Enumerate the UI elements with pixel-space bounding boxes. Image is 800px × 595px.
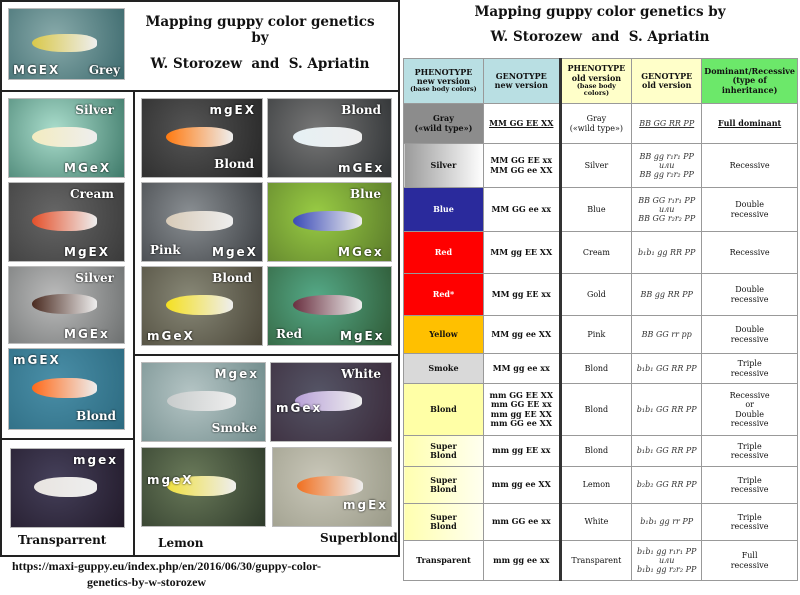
divider: [0, 0, 2, 557]
pheno-cell: Transparent: [404, 541, 484, 581]
inherit-cell: Triple recessive: [702, 504, 798, 541]
geno-cell: mm gg ee XX: [483, 467, 560, 504]
header-title: GENOTYPE: [641, 70, 693, 81]
genotype-label: MgEX: [64, 245, 110, 259]
old-geno-cell: b₁b₁ gg rr PP: [632, 504, 702, 541]
header-title: Dominant/Recessive: [704, 66, 795, 77]
guppy-photo-transparent: [10, 448, 125, 528]
table-row: [404, 188, 798, 232]
phenotype-label: Smoke: [211, 421, 257, 435]
pheno-cell: Blond: [404, 384, 484, 436]
old-geno-cell: b₁b₁ GG RR PP: [632, 436, 702, 467]
guppy-photo-cream: [8, 182, 125, 262]
phenotype-label: Blue: [349, 187, 381, 201]
header-sub: old version: [642, 80, 692, 90]
table-row: [404, 467, 798, 504]
genotype-label: mGex: [276, 401, 323, 415]
source-line1: https://maxi-guppy.eu/index.php/en/2016/06/30/guppy-color-: [12, 559, 321, 573]
left-title: [135, 14, 385, 72]
caption-lemon: Lemon: [158, 536, 204, 550]
fish-image: [32, 294, 96, 314]
old-geno-cell: b₁b₁ GG RR PP: [632, 384, 702, 436]
old-geno-cell: BB gg RR PP: [632, 274, 702, 316]
inherit-cell: Triple recessive: [702, 467, 798, 504]
geno-cell: mm GG EE XX mm GG EE xx mm gg EE XX mm GG ee XX: [483, 384, 560, 436]
fish-image: [166, 211, 233, 231]
old-geno-cell: BB GG r₁r₁ PP или BB GG r₂r₂ PP: [632, 188, 702, 232]
phenotype-label: White: [341, 367, 381, 381]
pheno-cell: Silver: [404, 144, 484, 188]
fish-image: [32, 378, 96, 399]
phenotype-label: Silver: [75, 271, 114, 285]
divider: [398, 0, 400, 557]
divider: [0, 438, 135, 440]
old-pheno-cell: Lemon: [560, 467, 632, 504]
guppy-photo-silver2: [8, 266, 125, 344]
header-title: PHENOTYPE: [414, 67, 473, 78]
title-line2: W. Storozew and S. Apriatin: [150, 56, 370, 72]
geno-cell: MM gg ee XX: [483, 316, 560, 354]
phenotype-label: Silver: [75, 103, 114, 117]
old-geno-cell: BB GG RR PP: [632, 104, 702, 144]
divider: [0, 90, 400, 92]
table-header-row: [404, 59, 798, 104]
inherit-cell: Double recessive: [702, 188, 798, 232]
fish-image: [32, 34, 96, 52]
pheno-cell: Gray («wild type»): [404, 104, 484, 144]
inherit-cell: Recessive or Double recessive: [702, 384, 798, 436]
old-pheno-cell: Cream: [560, 232, 632, 274]
inherit-cell: Full recessive: [702, 541, 798, 581]
fish-image: [32, 211, 96, 231]
header-title: GENOTYPE: [495, 70, 547, 81]
pheno-cell: Smoke: [404, 354, 484, 384]
phenotype-label: Blond: [341, 103, 381, 117]
inherit-cell: Triple recessive: [702, 436, 798, 467]
genotype-label: mgex: [73, 453, 118, 467]
old-pheno-cell: White: [560, 504, 632, 541]
table-row: [404, 274, 798, 316]
guppy-photo-pink: [141, 182, 263, 262]
pheno-cell: Super Blond: [404, 436, 484, 467]
old-geno-cell: BB GG rr pp: [632, 316, 702, 354]
old-pheno-cell: Blue: [560, 188, 632, 232]
column-header: [404, 59, 484, 104]
genetics-table: [403, 58, 798, 581]
geno-cell: mm GG ee xx: [483, 504, 560, 541]
inherit-cell: Double recessive: [702, 274, 798, 316]
fish-image: [297, 476, 363, 496]
genotype-label: mGEx: [338, 161, 385, 175]
inherit-cell: Full dominant: [702, 104, 798, 144]
guppy-photo-lemon: [141, 447, 266, 527]
header-sub: (type of inheritance): [721, 75, 778, 95]
pheno-cell: Red*: [404, 274, 484, 316]
guppy-photo-grey: [8, 8, 125, 80]
old-geno-cell: BB gg r₁r₁ PP или BB gg r₂r₂ PP: [632, 144, 702, 188]
table-row: [404, 436, 798, 467]
divider: [133, 354, 400, 356]
divider: [0, 0, 400, 2]
phenotype-label: Grey: [88, 63, 120, 77]
table-row: [404, 504, 798, 541]
old-pheno-cell: Blond: [560, 354, 632, 384]
header-sub: new version: [416, 76, 471, 87]
fish-image: [34, 477, 97, 497]
geno-cell: MM GG ee xx: [483, 188, 560, 232]
genotype-label: Mgex: [214, 367, 259, 381]
pheno-cell: Red: [404, 232, 484, 274]
phenotype-label: Cream: [70, 187, 114, 201]
old-pheno-cell: Gold: [560, 274, 632, 316]
divider: [133, 90, 135, 557]
inherit-cell: Double recessive: [702, 316, 798, 354]
phenotype-label: Red: [276, 327, 302, 341]
title-line1: Mapping guppy color genetics by: [474, 4, 726, 20]
table-row: [404, 354, 798, 384]
table-row: [404, 104, 798, 144]
phenotype-label: Blond: [212, 271, 252, 285]
guppy-photo-blue: [267, 182, 392, 262]
genotype-label: MGex: [338, 245, 384, 259]
phenotype-label: Pink: [150, 243, 181, 257]
genotype-label: mgeX: [147, 473, 194, 487]
column-header: [632, 59, 702, 104]
guppy-photo-red: [267, 266, 392, 346]
source-line2: genetics-by-w-storozew: [87, 575, 207, 589]
column-header: [483, 59, 560, 104]
old-pheno-cell: Silver: [560, 144, 632, 188]
geno-cell: MM GG EE XX: [483, 104, 560, 144]
inherit-cell: Recessive: [702, 144, 798, 188]
geno-cell: MM gg EE XX: [483, 232, 560, 274]
old-pheno-cell: Gray («wild type»): [560, 104, 632, 144]
guppy-photo-blond_left: [8, 348, 125, 430]
right-title: [405, 4, 795, 45]
genotype-label: MGeX: [64, 161, 112, 175]
old-pheno-cell: Pink: [560, 316, 632, 354]
caption-superblond: Superblond: [320, 531, 398, 545]
old-geno-cell: b₁b₁ gg r₁r₁ PP или b₁b₁ gg r₂r₂ PP: [632, 541, 702, 581]
genotype-label: mGEX: [13, 353, 61, 367]
old-geno-cell: b₁b₁ GG RR PP: [632, 354, 702, 384]
pheno-cell: Blue: [404, 188, 484, 232]
inherit-cell: Triple recessive: [702, 354, 798, 384]
genotype-label: MGEx: [64, 327, 110, 341]
genotype-label: mgEx: [343, 498, 389, 512]
source-url: [12, 558, 321, 590]
genotype-label: MgEx: [340, 329, 385, 343]
guppy-photo-blond1: [141, 98, 263, 178]
header-sub: old version: [571, 72, 622, 83]
column-header: [702, 59, 798, 104]
header-title: PHENOTYPE: [567, 63, 626, 74]
header-sub2: (base body colors): [576, 81, 616, 98]
column-header: [560, 59, 632, 104]
genotype-label: MgeX: [212, 245, 258, 259]
header-sub2: (base body colors): [410, 85, 477, 94]
fish-image: [293, 295, 362, 315]
pheno-cell: Super Blond: [404, 504, 484, 541]
guppy-photo-blond3: [141, 266, 263, 346]
guppy-photo-blond2: [267, 98, 392, 178]
geno-cell: MM GG EE xx MM GG ee XX: [483, 144, 560, 188]
old-geno-cell: b₁b₁ gg RR PP: [632, 232, 702, 274]
fish-image: [166, 295, 233, 315]
fish-image: [293, 211, 362, 231]
genotype-label: MGEX: [13, 63, 61, 77]
fish-image: [167, 391, 236, 411]
inherit-cell: Recessive: [702, 232, 798, 274]
geno-cell: mm gg ee xx: [483, 541, 560, 581]
phenotype-label: Blond: [214, 157, 254, 171]
old-geno-cell: b₂b₂ GG RR PP: [632, 467, 702, 504]
table-row: [404, 232, 798, 274]
table-row: [404, 144, 798, 188]
phenotype-label: Blond: [76, 409, 116, 423]
table-row: [404, 541, 798, 581]
guppy-photo-superblond: [272, 447, 392, 527]
fish-image: [32, 127, 96, 147]
old-pheno-cell: Transparent: [560, 541, 632, 581]
table-row: [404, 316, 798, 354]
guppy-photo-white: [270, 362, 392, 442]
guppy-photo-smoke: [141, 362, 266, 442]
old-pheno-cell: Blond: [560, 436, 632, 467]
table-row: [404, 384, 798, 436]
genotype-label: mgEX: [209, 103, 256, 117]
old-pheno-cell: Blond: [560, 384, 632, 436]
fish-image: [293, 127, 362, 147]
title-line2: W. Storozew and S. Apriatin: [490, 29, 710, 45]
fish-image: [166, 127, 233, 147]
guppy-photo-silver1: [8, 98, 125, 178]
header-sub: new version: [494, 80, 548, 90]
geno-cell: MM gg EE xx: [483, 274, 560, 316]
pheno-cell: Yellow: [404, 316, 484, 354]
pheno-cell: Super Blond: [404, 467, 484, 504]
divider: [0, 555, 400, 557]
caption-transparent: Transparrent: [18, 533, 107, 547]
genotype-label: mGeX: [147, 329, 195, 343]
title-line1: Mapping guppy color genetics by: [145, 14, 375, 46]
geno-cell: mm gg EE xx: [483, 436, 560, 467]
geno-cell: MM gg ee xx: [483, 354, 560, 384]
